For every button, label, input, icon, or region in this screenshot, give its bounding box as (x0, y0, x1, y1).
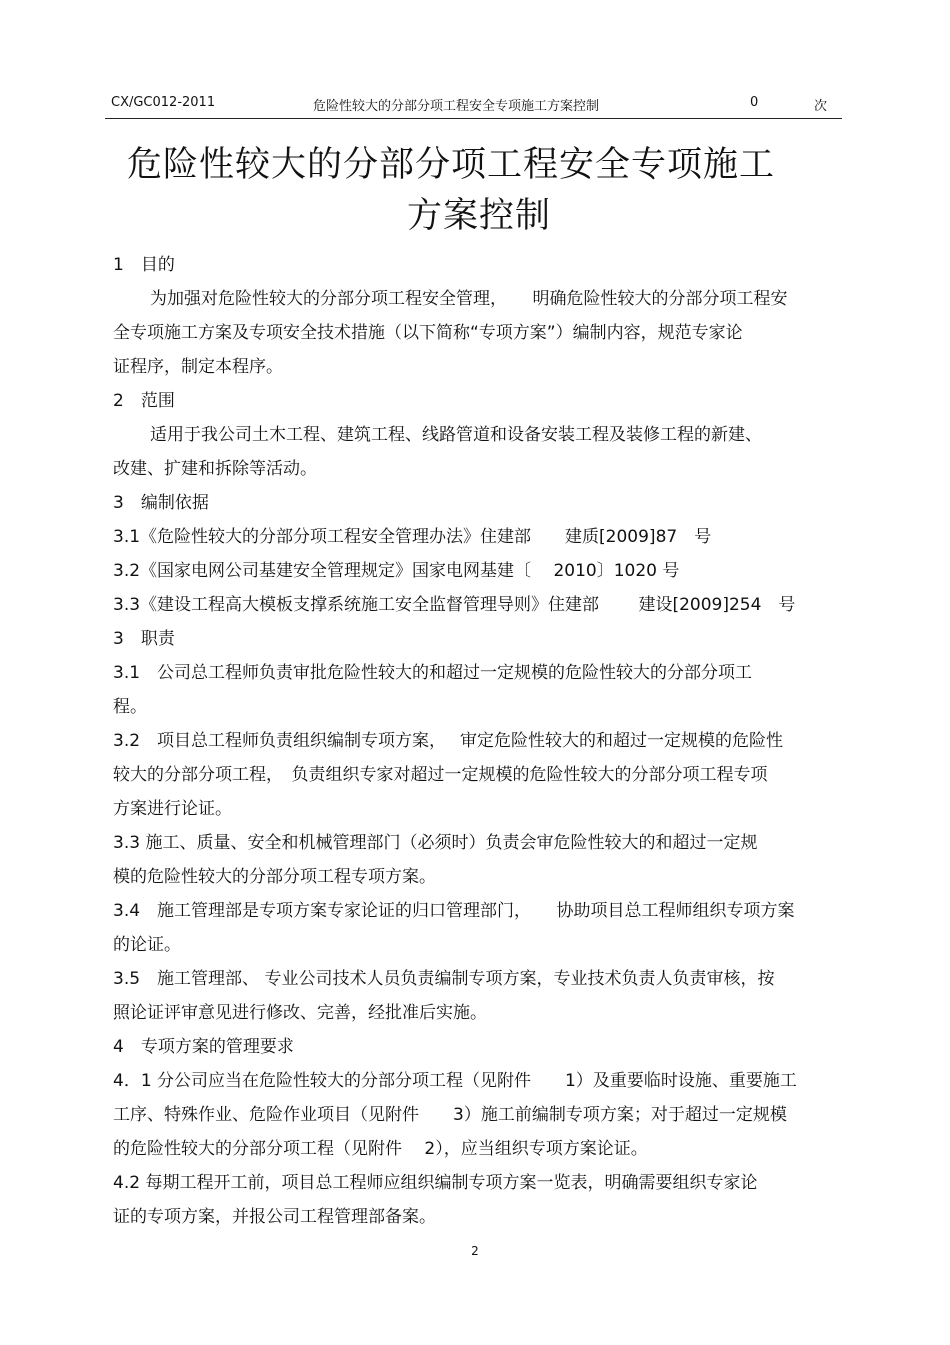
paragraph-line: 3.5 施工管理部、 专业公司技术人员负责编制专项方案，专业技术负责人负责审核，按 (113, 969, 775, 989)
reference-item: 3.2《国家电网公司基建安全管理规定》国家电网基建〔 2010〕1020 号 (113, 561, 680, 581)
paragraph-line: 的危险性较大的分部分项工程（见附件 2），应当组织专项方案论证。 (113, 1139, 648, 1159)
paragraph-line: 适用于我公司土木工程、建筑工程、线路管道和设备安装工程及装修工程的新建、 (150, 425, 762, 445)
paragraph-line: 的论证。 (113, 935, 181, 955)
paragraph-line: 4．1 分公司应当在危险性较大的分部分项工程（见附件 1）及重要临时设施、重要施工 (113, 1071, 797, 1091)
paragraph-line: 改建、扩建和拆除等活动。 (113, 459, 317, 479)
document-title-line-1: 危险性较大的分部分项工程安全专项施工 (126, 145, 775, 185)
reference-item: 3.3《建设工程高大模板支撑系统施工安全监督管理导则》住建部 建设[2009]254 号 (113, 595, 796, 615)
paragraph-line: 程。 (113, 697, 147, 717)
paragraph-line: 较大的分部分项工程， 负责组织专家对超过一定规模的危险性较大的分部分项工程专项 (113, 765, 768, 785)
document-code: CX/GC012-2011 (111, 95, 216, 110)
page-header (105, 92, 842, 119)
paragraph-line: 照论证评审意见进行修改、完善，经批准后实施。 (113, 1003, 487, 1023)
document-title-line-2: 方案控制 (406, 196, 551, 236)
header-title: 危险性较大的分部分项工程安全专项施工方案控制 (313, 99, 600, 114)
paragraph-line: 全专项施工方案及专项安全技术措施（以下简称“专项方案”）编制内容，规范专家论 (113, 323, 743, 343)
section-heading: 3 编制依据 (113, 493, 209, 513)
section-heading: 4 专项方案的管理要求 (113, 1037, 294, 1057)
section-heading: 3 职责 (113, 629, 175, 649)
paragraph-line: 为加强对危险性较大的分部分项工程安全管理， 明确危险性较大的分部分项工程安 (150, 289, 788, 309)
revision-unit: 次 (814, 99, 828, 114)
paragraph-line: 3.2 项目总工程师负责组织编制专项方案， 审定危险性较大的和超过一定规模的危险性 (113, 731, 783, 751)
section-heading: 1 目的 (113, 255, 175, 275)
revision-number: 0 (750, 95, 759, 110)
reference-item: 3.1《危险性较大的分部分项工程安全管理办法》住建部 建质[2009]87 号 (113, 527, 712, 547)
paragraph-line: 模的危险性较大的分部分项工程专项方案。 (113, 867, 436, 887)
paragraph-line: 证的专项方案，并报公司工程管理部备案。 (113, 1207, 436, 1227)
paragraph-line: 4.2 每期工程开工前，项目总工程师应组织编制专项方案一览表，明确需要组织专家论 (113, 1173, 758, 1193)
page-number: 2 (471, 1244, 479, 1258)
paragraph-line: 方案进行论证。 (113, 799, 232, 819)
document-body (113, 248, 829, 1234)
section-heading: 2 范围 (113, 391, 175, 411)
paragraph-line: 3.1 公司总工程师负责审批危险性较大的和超过一定规模的危险性较大的分部分项工 (113, 663, 753, 683)
paragraph-line: 工序、特殊作业、危险作业项目（见附件 3）施工前编制专项方案；对于超过一定规模 (113, 1105, 787, 1125)
paragraph-line: 3.3 施工、质量、安全和机械管理部门（必须时）负责会审危险性较大的和超过一定规 (113, 833, 758, 853)
paragraph-line: 3.4 施工管理部是专项方案专家论证的归口管理部门， 协助项目总工程师组织专项方案 (113, 901, 795, 921)
paragraph-line: 证程序，制定本程序。 (113, 357, 283, 377)
